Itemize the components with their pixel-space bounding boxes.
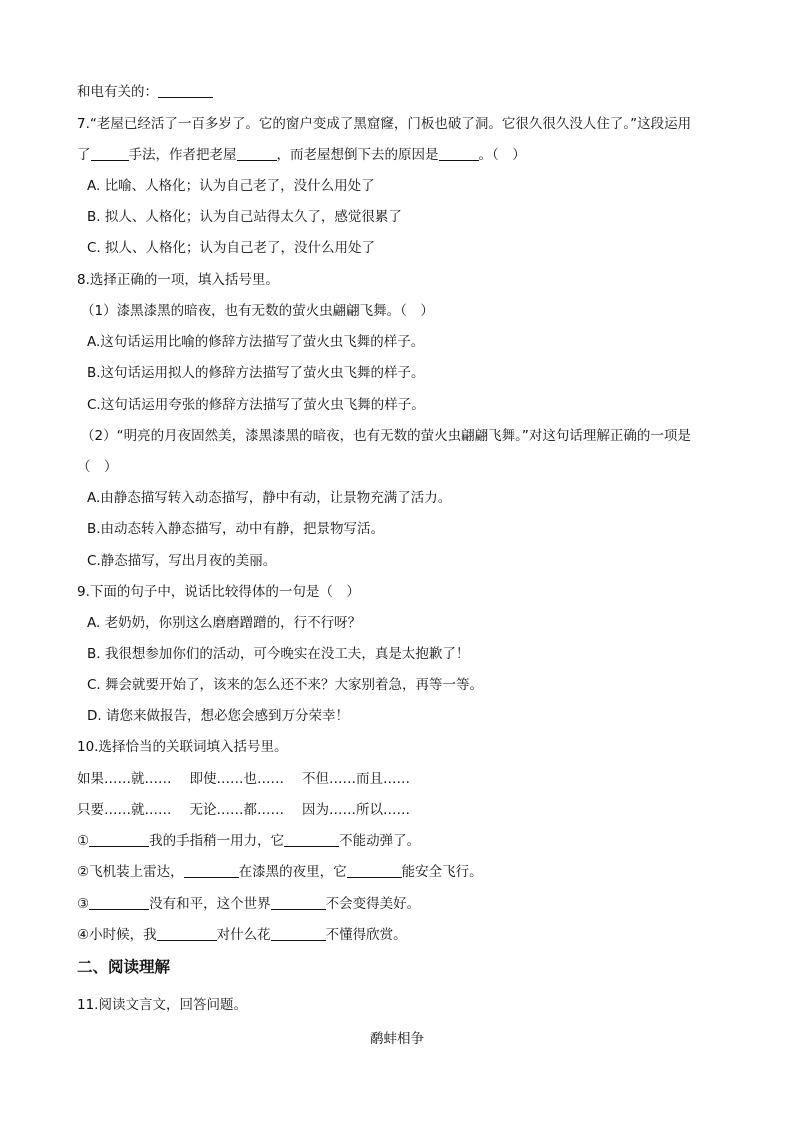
item-text: 我的手指稍一用力，它 — [149, 833, 285, 849]
item-text: 飞机装上雷达， — [89, 864, 184, 880]
q11-stem: 11.阅读文言文，回答问题。 — [77, 997, 247, 1013]
answer-blank[interactable] — [158, 83, 213, 98]
q8-sub1-option-b[interactable]: B.这句话运用拟人的修辞方法描写了萤火虫飞舞的样子。 — [87, 365, 425, 381]
q8-sub2-option-a[interactable]: A.由静态描写转入动态描写，静中有动，让景物充满了活力。 — [87, 490, 452, 506]
item-text: 能安全飞行。 — [401, 864, 483, 880]
q7-text-a: 了 — [77, 147, 91, 163]
q7-stem-line1: 7.“老屋已经活了一百多岁了。它的窗户变成了黑窟窿，门板也破了洞。它很久很久没人住了。”这段运用 — [77, 116, 692, 132]
q8-sub2-option-b[interactable]: B.由动态转入静态描写，动中有静，把景物写活。 — [87, 521, 385, 537]
item-number: ④ — [77, 927, 90, 943]
item-text: 不懂得欣赏。 — [325, 927, 407, 943]
answer-blank[interactable] — [439, 146, 479, 161]
passage-title: 鹬蚌相争 — [370, 1031, 424, 1047]
q9-option-d[interactable]: D. 请您来做报告，想必您会感到万分荣幸！ — [87, 708, 349, 724]
item-number: ① — [77, 833, 90, 849]
item-number: ② — [77, 864, 90, 880]
q9-option-c[interactable]: C. 舞会就要开始了，该来的怎么还不来？大家别着急，再等一等。 — [87, 677, 484, 693]
conjunction-word: 即使……也…… — [189, 771, 284, 787]
answer-blank[interactable] — [91, 146, 129, 161]
q9-stem: 9.下面的句子中，说话比较得体的一句是（ ） — [77, 584, 360, 600]
item-text: 没有和平，这个世界 — [149, 896, 271, 912]
answer-blank[interactable] — [89, 895, 149, 910]
item-number: ③ — [77, 896, 90, 912]
section-heading: 二、阅读理解 — [77, 958, 171, 976]
q10-stem: 10.选择恰当的关联词填入括号里。 — [77, 739, 288, 755]
item-text: 在漆黑的夜里，它 — [238, 864, 347, 880]
conjunction-word: 无论……都…… — [189, 802, 284, 818]
q8-sub1-stem: （1）漆黑漆黑的暗夜，也有无数的萤火虫翩翩飞舞。（ ） — [81, 303, 434, 319]
q7-option-b[interactable]: B. 拟人、人格化；认为自己站得太久了，感觉很累了 — [87, 209, 402, 225]
conjunction-word: 只要……就…… — [77, 802, 172, 818]
answer-blank[interactable] — [184, 863, 239, 878]
q10-words-row2 — [77, 801, 410, 819]
conjunction-word: 如果……就…… — [77, 771, 172, 787]
q7-text-c: ，而老屋想倒下去的原因是 — [276, 147, 439, 163]
answer-blank[interactable] — [237, 146, 277, 161]
conjunction-word: 因为……所以…… — [302, 802, 410, 818]
q8-sub1-option-c[interactable]: C.这句话运用夸张的修辞方法描写了萤火虫飞舞的样子。 — [87, 397, 425, 413]
q9-option-a[interactable]: A. 老奶奶，你别这么磨磨蹭蹭的，行不行呀？ — [87, 615, 362, 631]
q10-words-row1 — [77, 770, 410, 788]
q8-sub2-option-c[interactable]: C.静态描写，写出月夜的美丽。 — [87, 553, 277, 569]
item-text: 小时候，我 — [89, 927, 157, 943]
item-text: 对什么花 — [216, 927, 271, 943]
answer-blank[interactable] — [271, 895, 326, 910]
q7-stem-line2 — [77, 146, 526, 164]
q7-option-a[interactable]: A. 比喻、人格化；认为自己老了，没什么用处了 — [87, 178, 375, 194]
answer-blank[interactable] — [157, 926, 217, 941]
item-text: 不会变得美好。 — [325, 896, 421, 912]
answer-blank[interactable] — [89, 832, 149, 847]
q8-sub2-stem-line1: （2）“明亮的月夜固然美，漆黑漆黑的暗夜，也有无数的萤火虫翩翩飞舞。”对这句话理解正确的一项是 — [81, 428, 691, 444]
q7-option-c[interactable]: C. 拟人、人格化；认为自己老了，没什么用处了 — [87, 240, 376, 256]
q8-sub2-stem-line2: （ ） — [77, 459, 118, 475]
q8-stem: 8.选择正确的一项，填入括号里。 — [77, 272, 279, 288]
answer-blank[interactable] — [347, 863, 402, 878]
q7-text-d: 。（ ） — [478, 147, 526, 163]
q10-item-3 — [77, 895, 420, 913]
q8-sub1-option-a[interactable]: A.这句话运用比喻的修辞方法描写了萤火虫飞舞的样子。 — [87, 334, 425, 350]
q6-tail-label: 和电有关的： — [77, 84, 158, 100]
item-text: 不能动弹了。 — [339, 833, 421, 849]
q9-option-b[interactable]: B. 我很想参加你们的活动，可今晚实在没工夫，真是太抱歉了！ — [87, 646, 470, 662]
q6-tail — [77, 83, 213, 101]
q10-item-1 — [77, 832, 420, 850]
q7-text-b: 手法，作者把老屋 — [128, 147, 237, 163]
q10-item-2 — [77, 863, 483, 881]
answer-blank[interactable] — [284, 832, 339, 847]
conjunction-word: 不但……而且…… — [302, 771, 410, 787]
answer-blank[interactable] — [271, 926, 326, 941]
q10-item-4 — [77, 926, 407, 944]
